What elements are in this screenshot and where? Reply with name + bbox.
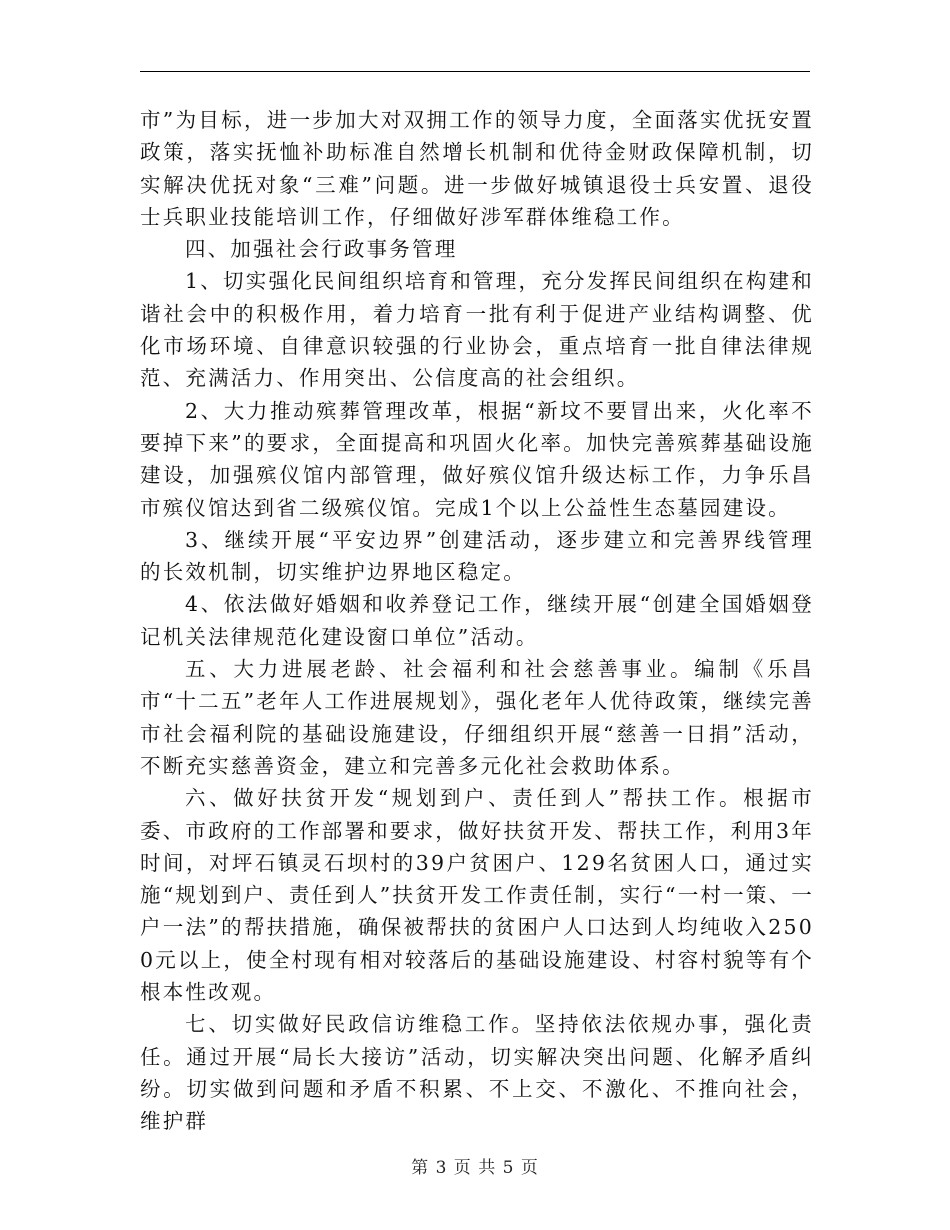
section-paragraph-7: 七、切实做好民政信访维稳工作。坚持依法依规办事，强化责任。通过开展“局长大接访”活动，切实解决突出问题、化解矛盾纠纷。切实做到问题和矛盾不积累、不上交、不激化、不推向社会，维护群 <box>140 1012 814 1134</box>
header-rule <box>140 71 810 72</box>
section-paragraph-5: 五、大力进展老龄、社会福利和社会慈善事业。编制《乐昌市“十二五”老年人工作进展规划》，强化老年人优待政策，继续完善市社会福利院的基础设施建设，仔细组织开展“慈善一日捐”活动，不断充实慈善资金，建立和完善多元化社会救助体系。 <box>140 657 814 778</box>
section-heading-4: 四、加强社会行政事务管理 <box>185 237 458 262</box>
section-paragraph-6: 六、做好扶贫开发“规划到户、责任到人”帮扶工作。根据市委、市政府的工作部署和要求，做好扶贫开发、帮扶工作，利用3年时间，对坪石镇灵石坝村的39户贫困户、129名贫困人口，通过实施“规划到户、责任到人”扶贫开发工作责任制，实行“一村一策、一户一法”的帮扶措施，确保被帮扶的贫困户人口达到人均纯收入2500元以上，使全村现有相对较落后的基础设施建设、村容村貌等有个根本性改观。 <box>140 786 814 1005</box>
paragraph-item-2: 2、大力推动殡葬管理改革，根据“新坟不要冒出来，火化率不要掉下来”的要求，全面提高和巩固火化率。加快完善殡葬基础设施建设，加强殡仪馆内部管理，做好殡仪馆升级达标工作，力争乐昌市殡仪馆达到省二级殡仪馆。完成1个以上公益性生态墓园建设。 <box>140 398 814 520</box>
page-number-footer: 第 3 页 共 5 页 <box>411 1158 539 1178</box>
paragraph-item-4: 4、依法做好婚姻和收养登记工作，继续开展“创建全国婚姻登记机关法律规范化建设窗口单位”活动。 <box>140 592 814 649</box>
paragraph-item-1: 1、切实强化民间组织培育和管理，充分发挥民间组织在构建和谐社会中的积极作用，着力培育一批有利于促进产业结构调整、优化市场环境、自律意识较强的行业协会，重点培育一批自律法律规范、充满活力、作用突出、公信度高的社会组织。 <box>140 269 814 391</box>
paragraph-continuation: 市”为目标，进一步加大对双拥工作的领导力度，全面落实优抚安置政策，落实抚恤补助标准自然增长机制和优待金财政保障机制，切实解决优抚对象“三难”问题。进一步做好城镇退役士兵安置、退役士兵职业技能培训工作，仔细做好涉军群体维稳工作。 <box>140 108 814 229</box>
paragraph-item-3: 3、继续开展“平安边界”创建活动，逐步建立和完善界线管理的长效机制，切实维护边界地区稳定。 <box>140 527 814 585</box>
document-body <box>140 104 814 1138</box>
